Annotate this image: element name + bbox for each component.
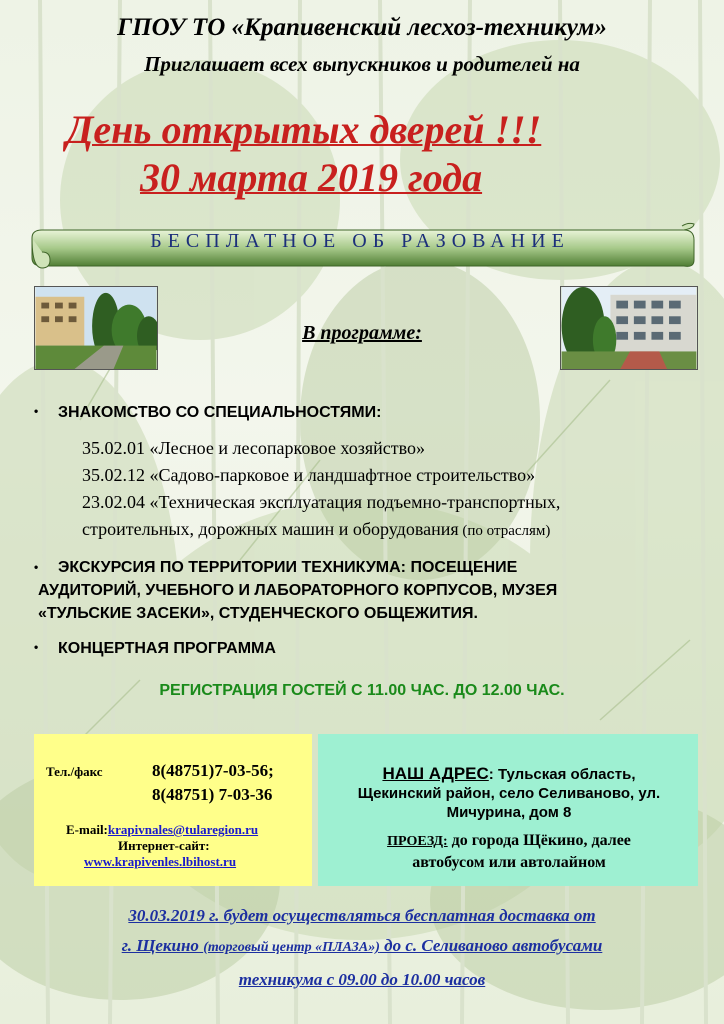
- phone-number-1: 8(48751)7-03-56;: [152, 761, 274, 780]
- organization-name: ГПОУ ТО «Крапивенский лесхоз-техникум»: [117, 14, 607, 41]
- list-item-concert: [34, 640, 276, 658]
- delivery-note: (торговый центр «ПЛАЗА»): [203, 940, 380, 955]
- delivery-line: 30.03.2019 г. будет осуществляться бесплатная доставка от: [128, 906, 596, 925]
- delivery-text: до с. Селиваново автобусами: [379, 936, 603, 955]
- delivery-line: техникума с 09.00 до 10.00 часов: [238, 970, 486, 989]
- specialty-line: [82, 519, 550, 540]
- event-title: День открытых дверей !!!: [66, 107, 542, 152]
- address-line: Мичурина, дом 8: [446, 804, 572, 821]
- website-link[interactable]: www.krapivenles.lbihost.ru: [84, 854, 237, 869]
- list-item-text: «ТУЛЬСКИЕ ЗАСЕКИ», СТУДЕНЧЕСКОГО ОБЩЕЖИТИЯ.: [38, 605, 478, 622]
- email-label: E-mail:: [66, 822, 108, 837]
- phone-number-2: 8(48751) 7-03-36: [152, 785, 273, 804]
- bullet-icon: •: [34, 640, 39, 654]
- delivery-text: г. Щекино: [121, 936, 204, 955]
- specialty-line: 23.02.04 «Техническая эксплуатация подъемно-транспортных,: [82, 492, 561, 512]
- program-heading: В программе:: [302, 322, 422, 344]
- list-item-text: АУДИТОРИЙ, УЧЕБНОГО И ЛАБОРАТОРНОГО КОРПУСОВ, МУЗЕЯ: [38, 582, 558, 599]
- email-row: [66, 822, 258, 838]
- route-text: [328, 830, 690, 873]
- event-date: 30 марта 2019 года: [140, 155, 483, 200]
- list-item-excursion: [34, 556, 708, 625]
- list-item-text: ЗНАКОМСТВО СО СПЕЦИАЛЬНОСТЯМИ:: [58, 404, 382, 421]
- list-item-text: КОНЦЕРТНАЯ ПРОГРАММА: [58, 640, 276, 657]
- specialty-line: 35.02.01 «Лесное и лесопарковое хозяйство»: [82, 438, 426, 458]
- invitation-line: Приглашает всех выпускников и родителей на: [144, 52, 580, 76]
- address-line: Щекинский район, село Селиваново, ул.: [357, 785, 661, 802]
- address-title: НАШ АДРЕС: [382, 764, 489, 783]
- list-item-specialties: [34, 404, 382, 422]
- registration-time: РЕГИСТРАЦИЯ ГОСТЕЙ С 11.00 ЧАС. ДО 12.00 ЧАС.: [159, 682, 565, 699]
- bullet-icon: •: [34, 560, 39, 574]
- specialty-line-main: строительных, дорожных машин и оборудования: [82, 519, 459, 539]
- website-label: Интернет-сайт:: [118, 838, 210, 853]
- email-link[interactable]: krapivnales@tularegion.ru: [107, 822, 259, 837]
- specialty-line: 35.02.12 «Садово-парковое и ландшафтное строительство»: [82, 465, 536, 485]
- route-title: ПРОЕЗД:: [387, 834, 448, 849]
- phone-label: Тел./факс: [46, 764, 103, 779]
- route-line: автобусом или автолайном: [412, 854, 606, 871]
- bullet-icon: •: [34, 404, 39, 418]
- address-text: [328, 764, 690, 822]
- address-line: : Тульская область,: [488, 766, 636, 783]
- banner-text: БЕСПЛАТНОЕ ОБ РАЗОВАНИЕ: [150, 230, 570, 252]
- route-line: до города Щёкино, далее: [447, 832, 631, 849]
- list-item-text: ЭКСКУРСИЯ ПО ТЕРРИТОРИИ ТЕХНИКУМА: ПОСЕЩЕНИЕ: [58, 559, 518, 576]
- delivery-line: [0, 936, 724, 956]
- specialty-line-note: (по отраслям): [458, 523, 551, 539]
